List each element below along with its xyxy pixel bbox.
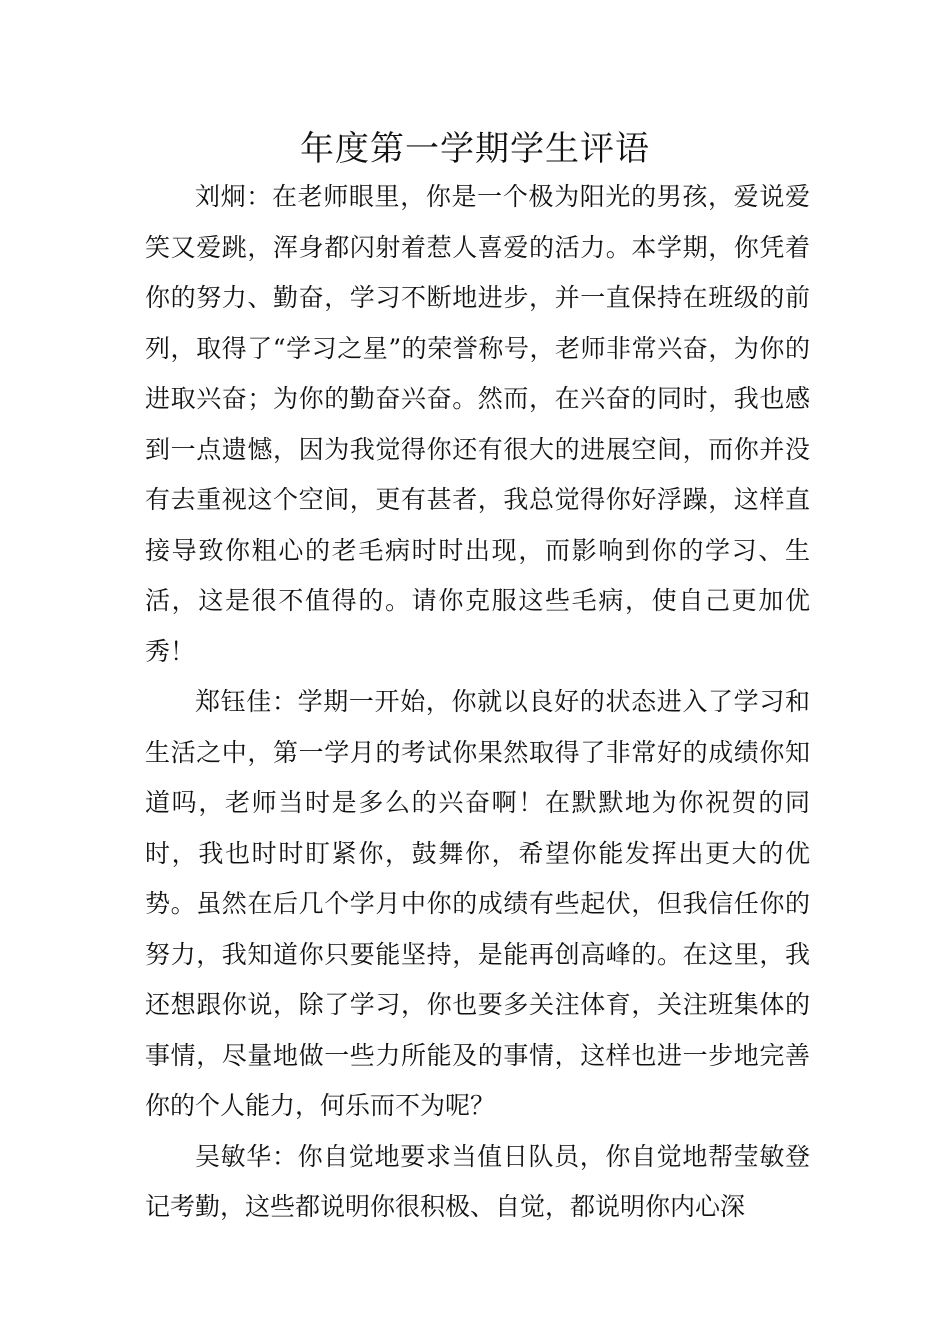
document-title: 年度第一学期学生评语 xyxy=(300,129,650,169)
comment-paragraph-liu-jiong: 刘炯：在老师眼里，你是一个极为阳光的男孩，爱说爱笑又爱跳，浑身都闪射着惹人喜爱的活力。本学期，你凭着你的努力、勤奋，学习不断地进步，并一直保持在班级的前列，取得了“学习之星”的荣誉称号，老师非常兴奋，为你的进取兴奋；为你的勤奋兴奋。然而，在兴奋的同时，我也感到一点遗憾，因为我觉得你还有很大的进展空间，而你并没有去重视这个空间，更有甚者，我总觉得你好浮躁，这样直接导致你粗心的老毛病时时出现，而影响到你的学习、生活，这是很不值得的。请你克服这些毛病，使自己更加优秀！ xyxy=(145,182,810,666)
comment-paragraph-wu-minhua: 吴敏华：你自觉地要求当值日队员，你自觉地帮莹敏登记考勤，这些都说明你很积极、自觉，都说明你内心深 xyxy=(145,1141,810,1221)
comment-paragraph-zheng-yujia: 郑钰佳：学期一开始，你就以良好的状态进入了学习和生活之中，第一学月的考试你果然取得了非常好的成绩你知道吗，老师当时是多么的兴奋啊！在默默地为你祝贺的同时，我也时时盯紧你，鼓舞你，希望你能发挥出更大的优势。虽然在后几个学月中你的成绩有些起伏，但我信任你的努力，我知道你只要能坚持，是能再创高峰的。在这里，我还想跟你说，除了学习，你也要多关注体育，关注班集体的事情，尽量地做一些力所能及的事情，这样也进一步地完善你的个人能力，何乐而不为呢？ xyxy=(145,687,810,1120)
document-body xyxy=(145,172,810,1233)
